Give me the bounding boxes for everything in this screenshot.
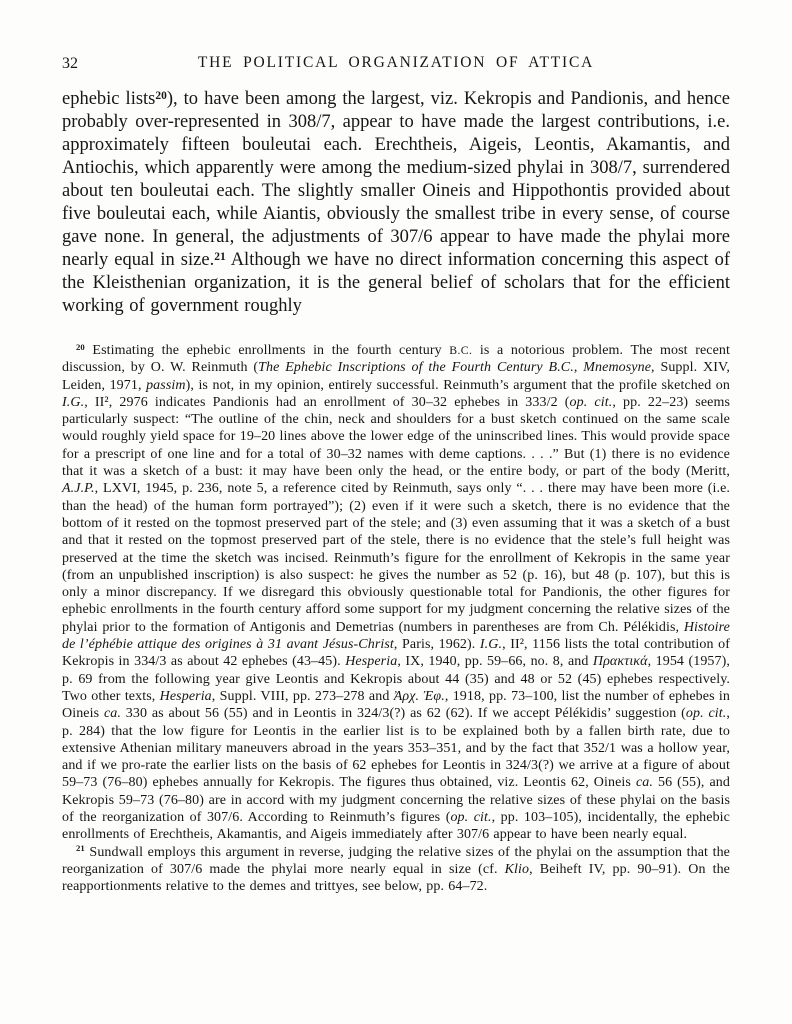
- page-number: 32: [62, 55, 78, 72]
- running-title: THE POLITICAL ORGANIZATION OF ATTICA: [197, 54, 595, 71]
- footnotes-section: [62, 342, 730, 896]
- body-paragraph: ephebic lists$^{20}$), to have been among the largest, viz. Kekropis and Pandionis, and hence probably over-represented in 308/7, appear to have made the largest contributions, i.e. approximately fifteen bouleutai each. Erechtheis, Aigeis, Leontis, Akamantis, and Antiochis, which apparently were among the medium-sized phylai in 308/7, surrendered about ten bouleutai each. The slightly smaller Oineis and Hippothontis provided about five bouleutai each, while Aiantis, obviously the smallest tribe in every sense, of course gave none. In general, the adjustments of 307/6 appear to have made the phylai more nearly equal in size.$^{21}$ Although we have no direct information concerning this aspect of the Kleisthenian organization, it is the general belief of scholars that for the efficient working of government roughly: [62, 89, 730, 316]
- footnote-20: $^{20}$ Estimating the ephebic enrollments in the fourth century B.C. is a notorious problem. The most recent discussion, by O. W. Reinmuth (The Ephebic Inscriptions of the Fourth Century B.C., Mnemosyne, Suppl. XIV, Leiden, 1971, passim), is not, in my opinion, entirely successful. Reinmuth’s argument that the profile sketched on I.G., II², 2976 indicates Pandionis had an enrollment of 30–32 ephebes in 333/2 (op. cit., pp. 22–23) seems particularly suspect: “The outline of the chin, neck and shoulders for a bust sketch continued on the same scale would roughly yield space for 19–20 lines above the lower edge of the uninscribed lines. This would provide space for a prescript of one line and for a total of 30–32 names with deme captions. . . .” But (1) there is no evidence that it was a sketch of a bust: it may have been only the head, or the entire body, or part of the body (Meritt, A.J.P., LXVI, 1945, p. 236, note 5, a reference cited by Reinmuth, says only “. . . there may have been more (i.e. than the head) of the human form portrayed”); (2) even if it were such a sketch, there is no evidence that the bottom of it rested on the topmost preserved part of the stele; and (3) even assuming that it was a sketch of a bust and that it rested on the topmost preserved part of the stele, there is no evidence that the stele’s full height was preserved at the time the sketch was incised. Reinmuth’s figure for the enrollment of Kekropis in the same year (from an unpublished inscription) is also suspect: he gives the number as 52 (p. 16), but 48 (p. 107), but this is only a minor discrepancy. If we disregard this obviously questionable total for Pandionis, the other figures for ephebic enrollments in the fourth century afford some support for my judgment concerning the relative sizes of the phylai prior to the formation of Antigonis and Demetrias (numbers in parentheses are from Ch. Pélékidis, Histoire de l’éphébie attique des origines à 31 avant Jésus-Christ, Paris, 1962). I.G., II², 1156 lists the total contribution of Kekropis in 334/3 as about 42 ephebes (43–45). Hesperia, IX, 1940, pp. 59–66, no. 8, and Πρακτικά, 1954 (1957), p. 69 from the following year give Leontis and Kekropis about 44 (35) and 48 or 52 (45) ephebes respectively. Two other texts, Hesperia, Suppl. VIII, pp. 273–278 and Ἀρχ. Ἐφ., 1918, pp. 73–100, list the number of ephebes in Oineis ca. 330 as about 56 (55) and in Leontis in 324/3(?) as 62 (62). If we accept Pélékidis’ suggestion (op. cit., p. 284) that the low figure for Leontis in the earlier list is to be explained both by a fallen birth rate, due to extensive Athenian military maneuvers abroad in the years 353–351, and by the fact that 352/1 was a hollow year, and if we pro-rate the earlier lists on the basis of 62 ephebes for Leontis in 324/3(?) we arrive at a figure of about 59–73 (76–80) ephebes annually for Kekropis. The figures thus obtained, viz. Leontis 62, Oineis ca. 56 (55), and Kekropis 59–73 (76–80) are in accord with my judgment concerning the relative sizes of these phylai on the basis of the reorganization of 307/6. According to Reinmuth’s figures (op. cit., pp. 103–105), incidentally, the ephebic enrollments of Erechtheis, Akamantis, and Aigeis immediately after 307/6 appear to have been nearly equal.: [62, 341, 731, 843]
- footnote-21: $^{21}$ Sundwall employs this argument in reverse, judging the relative sizes of the phylai on the assumption that the reorganization of 307/6 made the phylai more nearly equal in size (cf. Klio, Beiheft IV, pp. 90–91). On the reapportionments relative to the demes and trittyes, see below, pp. 64–72.: [62, 843, 730, 895]
- page-header: [62, 54, 730, 76]
